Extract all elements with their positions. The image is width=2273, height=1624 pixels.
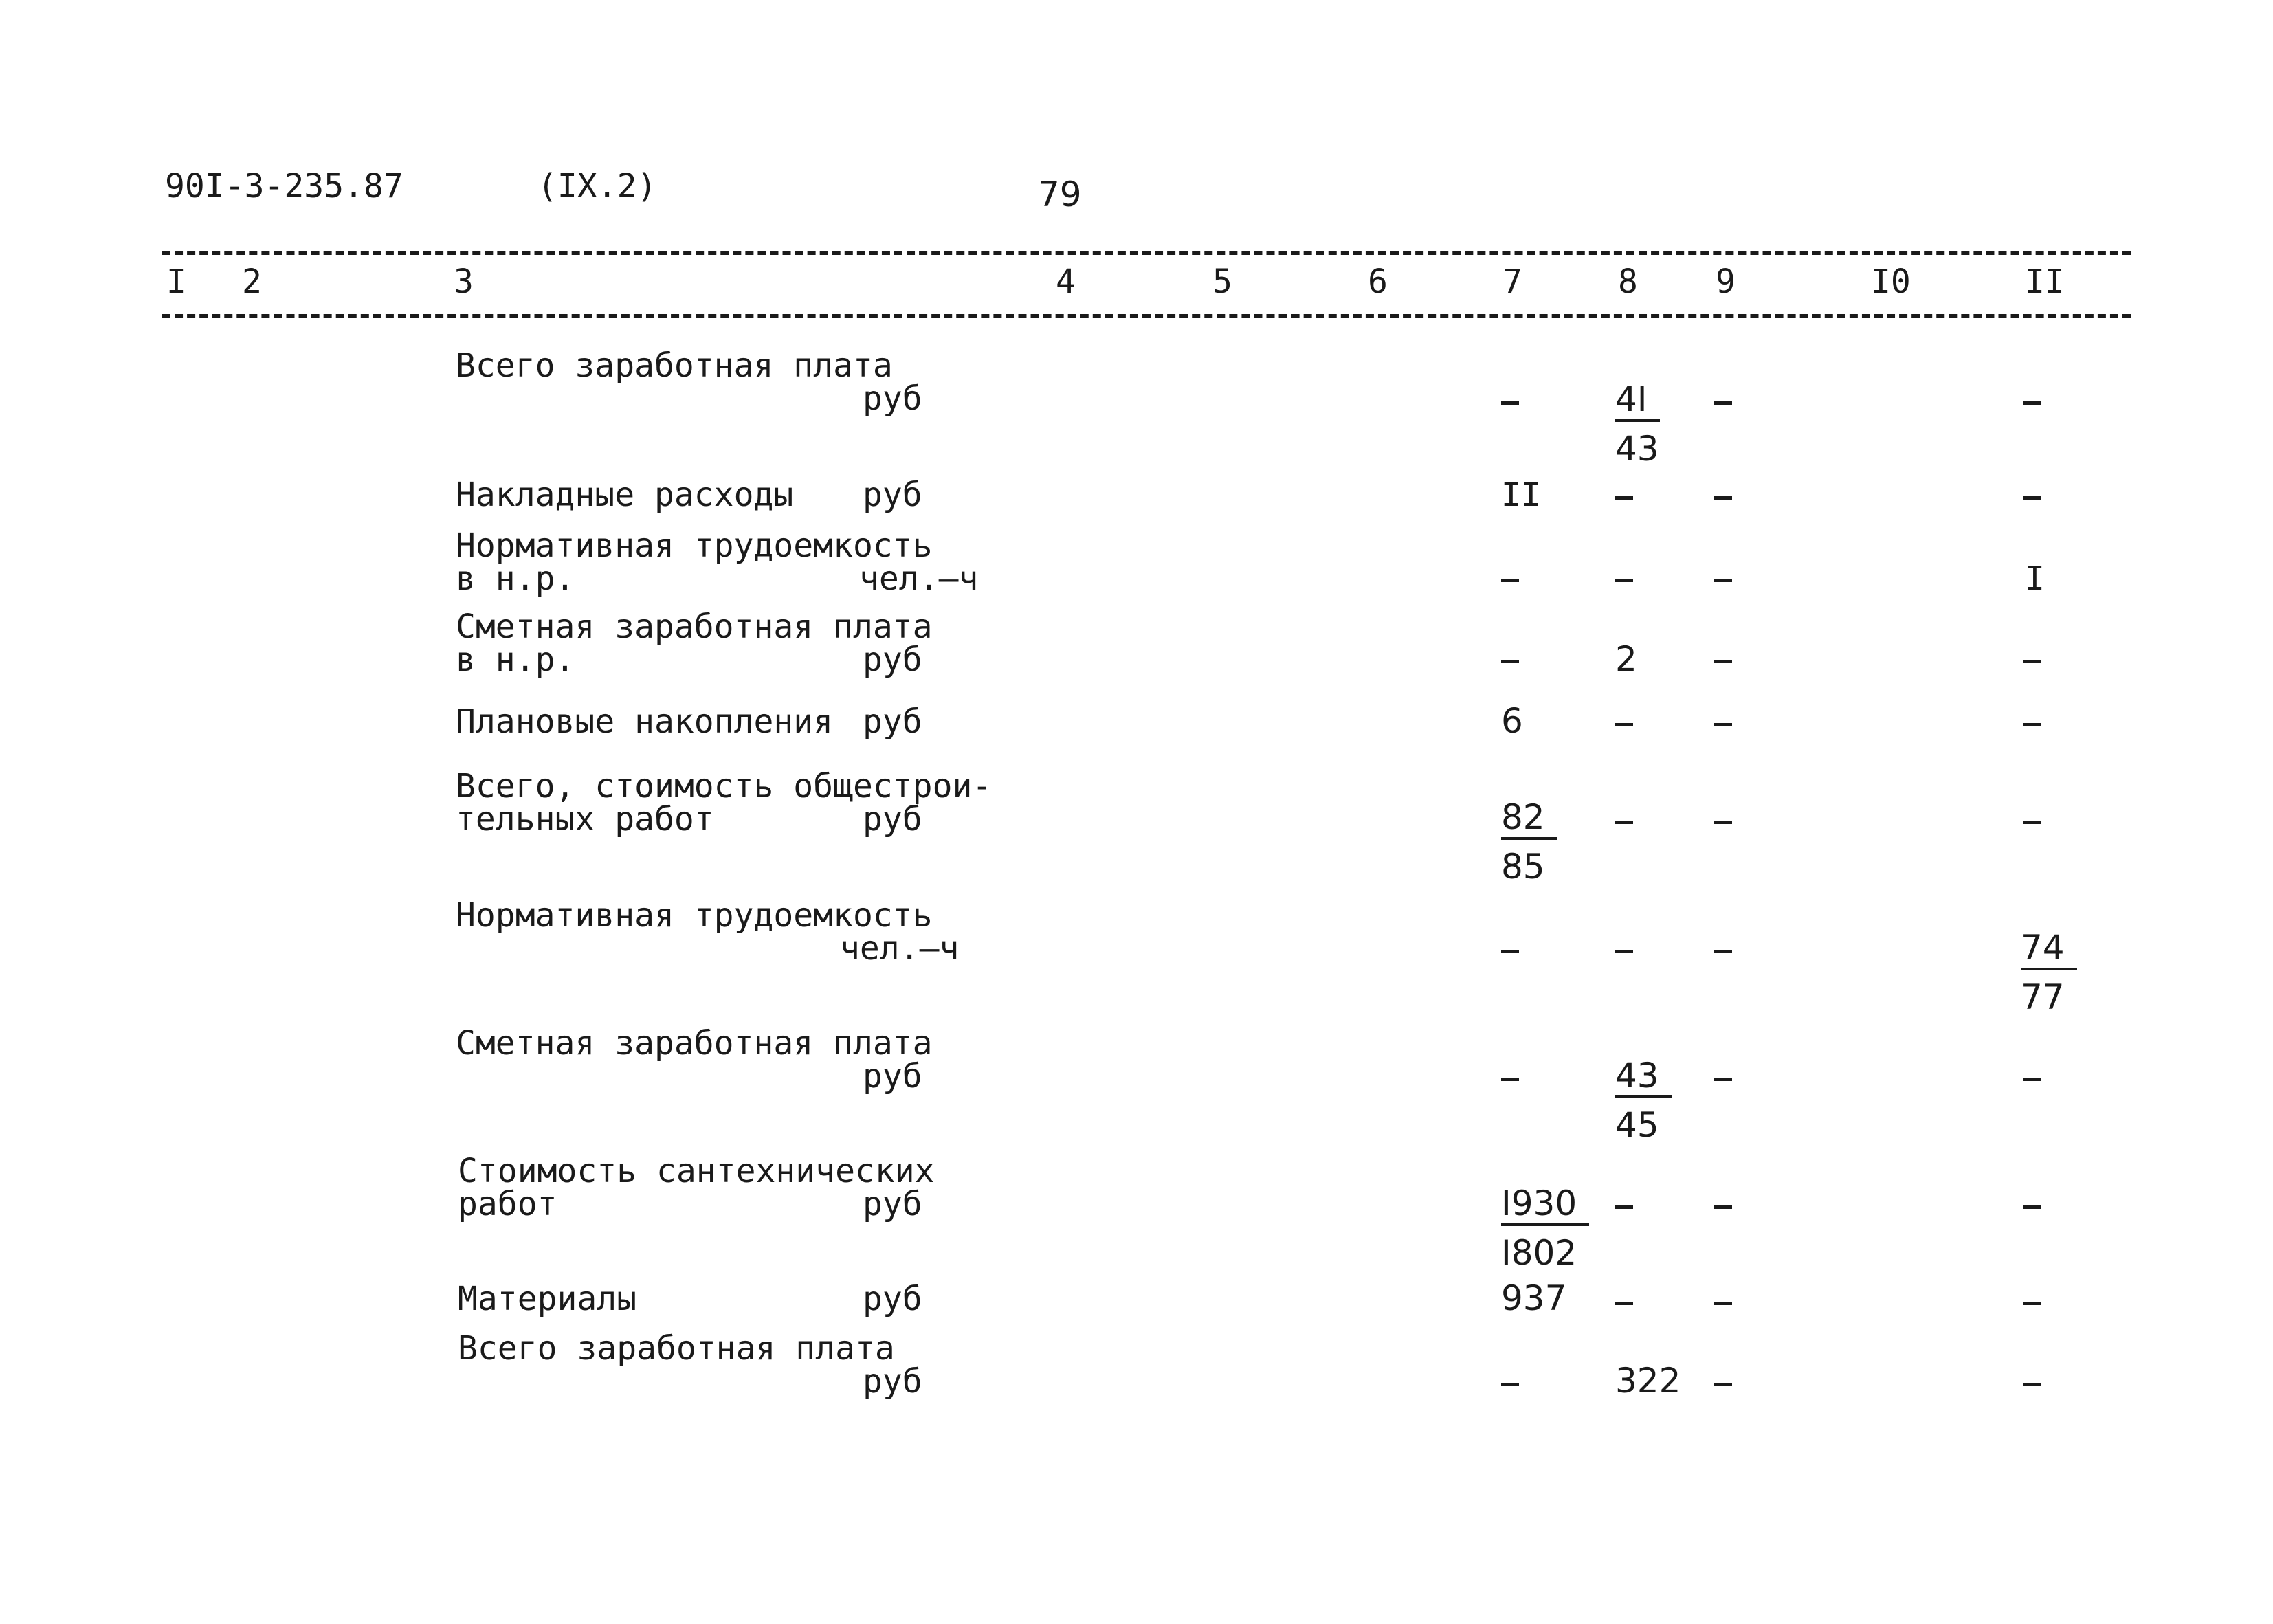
row-dash xyxy=(1714,1078,1732,1081)
row-label: работ xyxy=(458,1185,557,1223)
row-value: I xyxy=(2025,559,2045,598)
row-label: Всего заработная плата xyxy=(458,1329,895,1368)
column-header-6: 6 xyxy=(1368,263,1388,301)
row-value: 937 xyxy=(1501,1278,1567,1318)
row-dash xyxy=(1714,821,1732,824)
column-header-4: 4 xyxy=(1056,263,1076,301)
row-unit: руб xyxy=(863,641,922,679)
column-header-8: 8 xyxy=(1618,263,1638,301)
row-dash xyxy=(2023,723,2041,726)
row-dash xyxy=(1615,723,1633,726)
row-unit: руб xyxy=(863,800,922,838)
row-label: Нормативная трудоемкость xyxy=(456,526,933,565)
row-dash xyxy=(1501,1383,1519,1386)
row-dash xyxy=(1714,401,1732,405)
fraction-numerator: 82 xyxy=(1501,800,1557,840)
column-header-10: I0 xyxy=(1871,263,1911,301)
row-dash xyxy=(1714,1205,1732,1209)
row-label: Стоимость сантехнических xyxy=(458,1152,935,1190)
fraction-denominator: 85 xyxy=(1501,847,1545,887)
row-dash xyxy=(2023,821,2041,824)
header-bottom-rule xyxy=(162,314,2131,318)
row-dash xyxy=(1501,950,1519,953)
row-dash xyxy=(1501,660,1519,663)
row-value: II xyxy=(1501,476,1541,514)
row-value: 322 xyxy=(1615,1361,1681,1401)
page-number: 79 xyxy=(1038,175,1082,214)
row-unit: руб xyxy=(863,1362,922,1401)
row-unit: чел.–ч xyxy=(840,929,960,968)
value-fraction xyxy=(1501,797,1557,887)
fraction-numerator: 4I xyxy=(1615,382,1660,422)
row-dash xyxy=(2023,660,2041,663)
row-value: 6 xyxy=(1501,701,1523,741)
section-number: (IX.2) xyxy=(537,167,657,205)
row-dash xyxy=(2023,496,2041,500)
row-value: 2 xyxy=(1615,639,1637,679)
fraction-denominator: 43 xyxy=(1615,429,1659,469)
fraction-denominator: 45 xyxy=(1615,1105,1659,1145)
row-dash xyxy=(2023,401,2041,405)
row-unit: руб xyxy=(863,476,922,514)
column-header-7: 7 xyxy=(1503,263,1522,301)
column-header-9: 9 xyxy=(1716,263,1736,301)
value-fraction xyxy=(1615,379,1660,469)
column-header-11: II xyxy=(2025,263,2065,301)
row-label: Всего заработная плата xyxy=(456,346,893,385)
document-code: 90I-3-235.87 xyxy=(165,167,403,205)
row-label: в н.р. xyxy=(456,641,575,679)
row-dash xyxy=(1714,496,1732,500)
fraction-numerator: 74 xyxy=(2021,931,2077,970)
row-dash xyxy=(1501,579,1519,582)
row-dash xyxy=(1615,579,1633,582)
row-unit: руб xyxy=(863,1185,922,1223)
row-unit: руб xyxy=(863,379,922,418)
row-unit: руб xyxy=(863,1057,922,1095)
row-dash xyxy=(1615,496,1633,500)
fraction-numerator: 43 xyxy=(1615,1058,1672,1098)
row-unit: руб xyxy=(863,1280,922,1318)
row-dash xyxy=(1615,821,1633,824)
row-dash xyxy=(1714,579,1732,582)
column-header-3: 3 xyxy=(454,263,474,301)
value-fraction xyxy=(1501,1183,1589,1273)
column-header-1: I xyxy=(166,263,186,301)
row-dash xyxy=(2023,1078,2041,1081)
row-dash xyxy=(1501,401,1519,405)
row-label: Сметная заработная плата xyxy=(456,608,933,646)
row-dash xyxy=(1501,1078,1519,1081)
row-dash xyxy=(1714,660,1732,663)
row-dash xyxy=(1615,1205,1633,1209)
row-dash xyxy=(1714,723,1732,726)
fraction-denominator: I802 xyxy=(1501,1233,1577,1273)
fraction-denominator: 77 xyxy=(2021,977,2065,1017)
row-dash xyxy=(2023,1383,2041,1386)
row-dash xyxy=(1615,950,1633,953)
row-dash xyxy=(1714,1383,1732,1386)
row-label: в н.р. xyxy=(456,559,575,598)
row-dash xyxy=(2023,1302,2041,1305)
row-label: тельных работ xyxy=(456,800,714,838)
fraction-numerator: I930 xyxy=(1501,1186,1589,1226)
row-label: Плановые накопления xyxy=(456,702,834,741)
row-dash xyxy=(1714,1302,1732,1305)
row-label: Накладные расходы xyxy=(456,476,794,514)
header-top-rule xyxy=(162,251,2131,255)
value-fraction xyxy=(1615,1056,1672,1145)
row-dash xyxy=(1714,950,1732,953)
row-unit: руб xyxy=(863,702,922,741)
row-dash xyxy=(1615,1302,1633,1305)
row-label: Материалы xyxy=(458,1280,637,1318)
row-unit: чел.–ч xyxy=(859,559,979,598)
row-label: Всего, стоимость общестрои- xyxy=(456,767,993,805)
column-header-5: 5 xyxy=(1212,263,1232,301)
row-dash xyxy=(2023,1205,2041,1209)
row-label: Сметная заработная плата xyxy=(456,1024,933,1063)
column-header-2: 2 xyxy=(242,263,262,301)
value-fraction xyxy=(2021,928,2077,1017)
row-label: Нормативная трудоемкость xyxy=(456,896,933,935)
